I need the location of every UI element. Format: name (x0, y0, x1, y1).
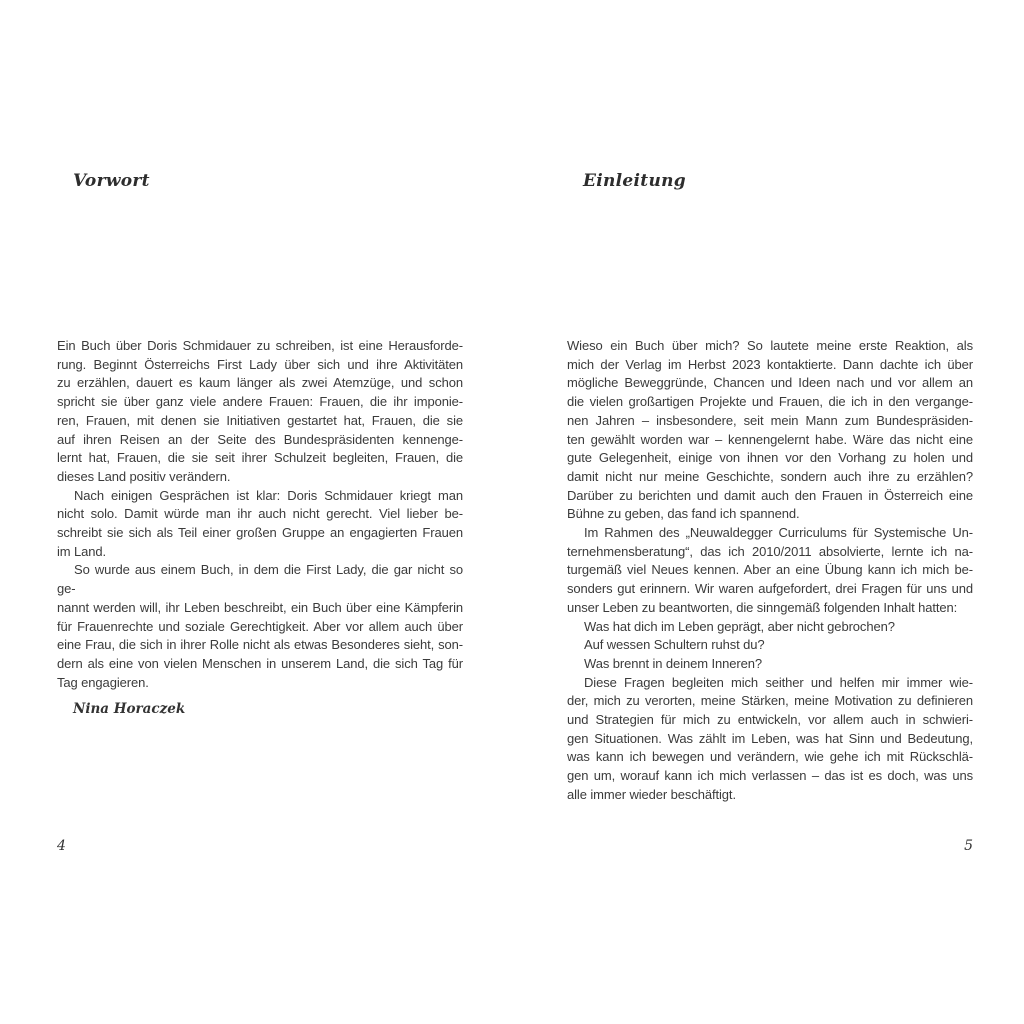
page-number-right: 5 (964, 838, 973, 854)
text-line: Im Rahmen des „Neuwaldegger Curriculums für Systemische Un- (584, 525, 973, 541)
paragraph (567, 674, 973, 805)
text-line: ternehmensberatung“, das ich 2010/2011 absolvierte, lernte ich na- (567, 543, 973, 559)
text-line: gen um, worauf kann ich mich verlassen – das ist es doch, was uns (567, 768, 973, 784)
paragraph (57, 561, 463, 692)
right-text-column (567, 337, 973, 805)
text-line: spricht sie über ganz viele andere Frauen: Frauen, die ihr imponie- (57, 394, 463, 410)
text-line: gute Gelegenheit, einige von ihnen vor den Vorhang zu holen und (567, 450, 973, 466)
text-line: im Land. (57, 543, 107, 559)
text-line: dern als eine von vielen Menschen in unserem Land, die sich Tag für (57, 655, 463, 671)
text-line: gen Situationen. Was zählt im Leben, was hat Sinn und Bedeutung, (567, 730, 973, 746)
text-line: Auf wessen Schultern ruhst du? (584, 637, 765, 653)
text-line: Was brennt in deinem Inneren? (584, 655, 763, 671)
paragraph (567, 337, 973, 524)
page-number-left: 4 (57, 838, 66, 854)
text-line: nannt werden will, ihr Leben beschreibt, ein Buch über eine Kämpferin (57, 599, 463, 615)
text-line: rung. Beginnt Österreichs First Lady über sich und ihre Aktivitäten (57, 356, 463, 372)
paragraph (57, 337, 463, 487)
text-line: Was hat dich im Leben geprägt, aber nicht gebrochen? (584, 618, 895, 634)
paragraph (57, 487, 463, 562)
text-line: mich der Verlag im Herbst 2023 kontaktierte. Dann dachte ich über (567, 356, 973, 372)
text-line: nicht solo. Damit würde man ihr auch nicht gerecht. Viel lieber be- (57, 506, 463, 522)
text-line: Ein Buch über Doris Schmidauer zu schreiben, ist eine Herausforde- (57, 338, 463, 353)
text-line: zu erzählen, dauert es kaum länger als zwei Atemzüge, und schon (57, 375, 463, 391)
text-line: mögliche Beweggründe, Chancen und Ideen nach und vor allem an (567, 375, 973, 391)
text-line: lernt hat, Frauen, die sie seit ihrer Schulzeit begleiten, Frauen, die (57, 450, 463, 466)
text-line: Tag engagieren. (57, 674, 149, 690)
text-line: Wieso ein Buch über mich? So lautete meine erste Reaktion, als (567, 338, 973, 353)
text-line: auf ihren Reisen an der Seite des Bundespräsidenten kennenge- (57, 431, 463, 447)
text-line: unser Leben zu beantworten, die sinngemäß folgenden Inhalt hatten: (567, 599, 958, 615)
text-line: Bühne zu geben, das fand ich spannend. (567, 506, 800, 522)
chapter-heading-einleitung: Einleitung (583, 171, 686, 191)
text-line: damit nicht nur meine Geschichte, sondern auch ihre zu erzählen? (567, 468, 973, 484)
text-line: und Strategien für mich zu entwickeln, vor allem auch in schwieri- (567, 712, 973, 728)
text-line: Nach einigen Gesprächen ist klar: Doris Schmidauer kriegt man (74, 487, 463, 503)
paragraph (567, 618, 973, 637)
text-line: eine Frau, die sich in ihrer Rolle nicht als etwas Besonderes sieht, son- (57, 637, 463, 653)
left-text-column (57, 337, 463, 692)
text-line: alle immer wieder beschäftigt. (567, 786, 736, 802)
text-line: Darüber zu berichten und damit auch den Frauen in Österreich eine (567, 487, 973, 503)
paragraph (567, 655, 973, 674)
text-line: der, mich zu verorten, meine Stärken, meine Motivation zu definieren (567, 693, 973, 709)
text-line: ten gewählt worden war – kennengelernt habe. Wäre das nicht eine (567, 431, 973, 447)
text-line: nen Jahren – insbesondere, seit mein Mann zum Bundespräsiden- (567, 412, 973, 428)
text-line: die vielen großartigen Projekte und Frauen, die ich in den vergange- (567, 394, 973, 410)
chapter-heading-vorwort: Vorwort (73, 171, 150, 191)
text-line: ren, Frauen, mit denen sie Initiativen gestartet hat, Frauen, die sie (57, 412, 463, 428)
text-line: was kann ich bewegen und verändern, wie gehe ich mit Rückschlä- (567, 749, 973, 765)
text-line: dieses Land positiv verändern. (57, 468, 231, 484)
paragraph (567, 636, 973, 655)
author-signature: Nina Horaczek (73, 701, 186, 717)
text-line: für Frauenrechte und soziale Gerechtigkeit. Aber vor allem auch über (57, 618, 463, 634)
text-line: So wurde aus einem Buch, in dem die First Lady, die gar nicht so ge- (57, 562, 463, 597)
paragraph (567, 524, 973, 618)
text-line: turgemäß viel Neues kennen. Aber an eine Übung kann ich mich be- (567, 562, 973, 578)
text-line: schreibt sie sich als Teil einer großen Gruppe an engagierten Frauen (57, 525, 463, 541)
text-line: sonders gut erinnern. Wir waren aufgefordert, drei Fragen für uns und (567, 581, 973, 597)
text-line: Diese Fragen begleiten mich seither und helfen mir immer wie- (584, 674, 973, 690)
